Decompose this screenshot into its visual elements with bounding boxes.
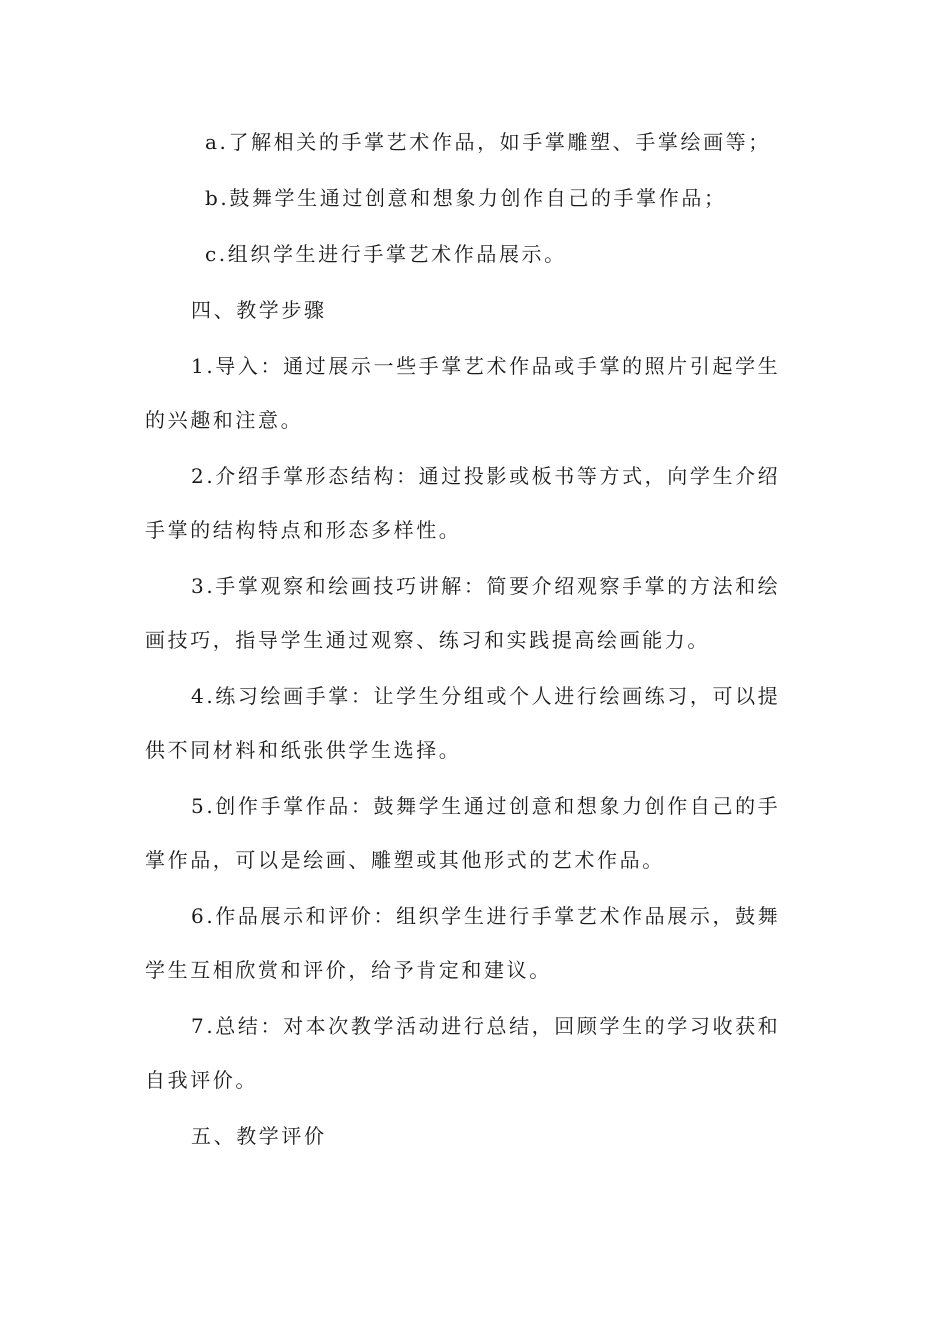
step-3: 3.手掌观察和绘画技巧讲解：简要介绍观察手掌的方法和绘画技巧，指导学生通过观察、练习和实践提高绘画能力。 xyxy=(145,574,781,652)
step-5: 5.创作手掌作品：鼓舞学生通过创意和想象力创作自己的手掌作品，可以是绘画、雕塑或其他形式的艺术作品。 xyxy=(145,794,781,872)
step-6: 6.作品展示和评价：组织学生进行手掌艺术作品展示，鼓舞学生互相欣赏和评价，给予肯定和建议。 xyxy=(145,904,781,982)
sub-item-b: b.鼓舞学生通过创意和想象力创作自己的手掌作品； xyxy=(205,186,727,210)
sub-item-c: c.组织学生进行手掌艺术作品展示。 xyxy=(205,242,567,266)
document-body xyxy=(145,115,790,1163)
step-1: 1.导入：通过展示一些手掌艺术作品或手掌的照片引起学生的兴趣和注意。 xyxy=(145,354,781,432)
sub-item-a: a.了解相关的手掌艺术作品，如手掌雕塑、手掌绘画等； xyxy=(205,130,771,154)
step-7: 7.总结：对本次教学活动进行总结，回顾学生的学习收获和自我评价。 xyxy=(145,1014,781,1092)
step-2: 2.介绍手掌形态结构：通过投影或板书等方式，向学生介绍手掌的结构特点和形态多样性。 xyxy=(145,464,781,542)
section-heading-teaching-steps: 四、教学步骤 xyxy=(191,298,327,322)
step-4: 4.练习绘画手掌：让学生分组或个人进行绘画练习，可以提供不同材料和纸张供学生选择。 xyxy=(145,684,781,762)
section-heading-teaching-evaluation: 五、教学评价 xyxy=(191,1124,327,1148)
